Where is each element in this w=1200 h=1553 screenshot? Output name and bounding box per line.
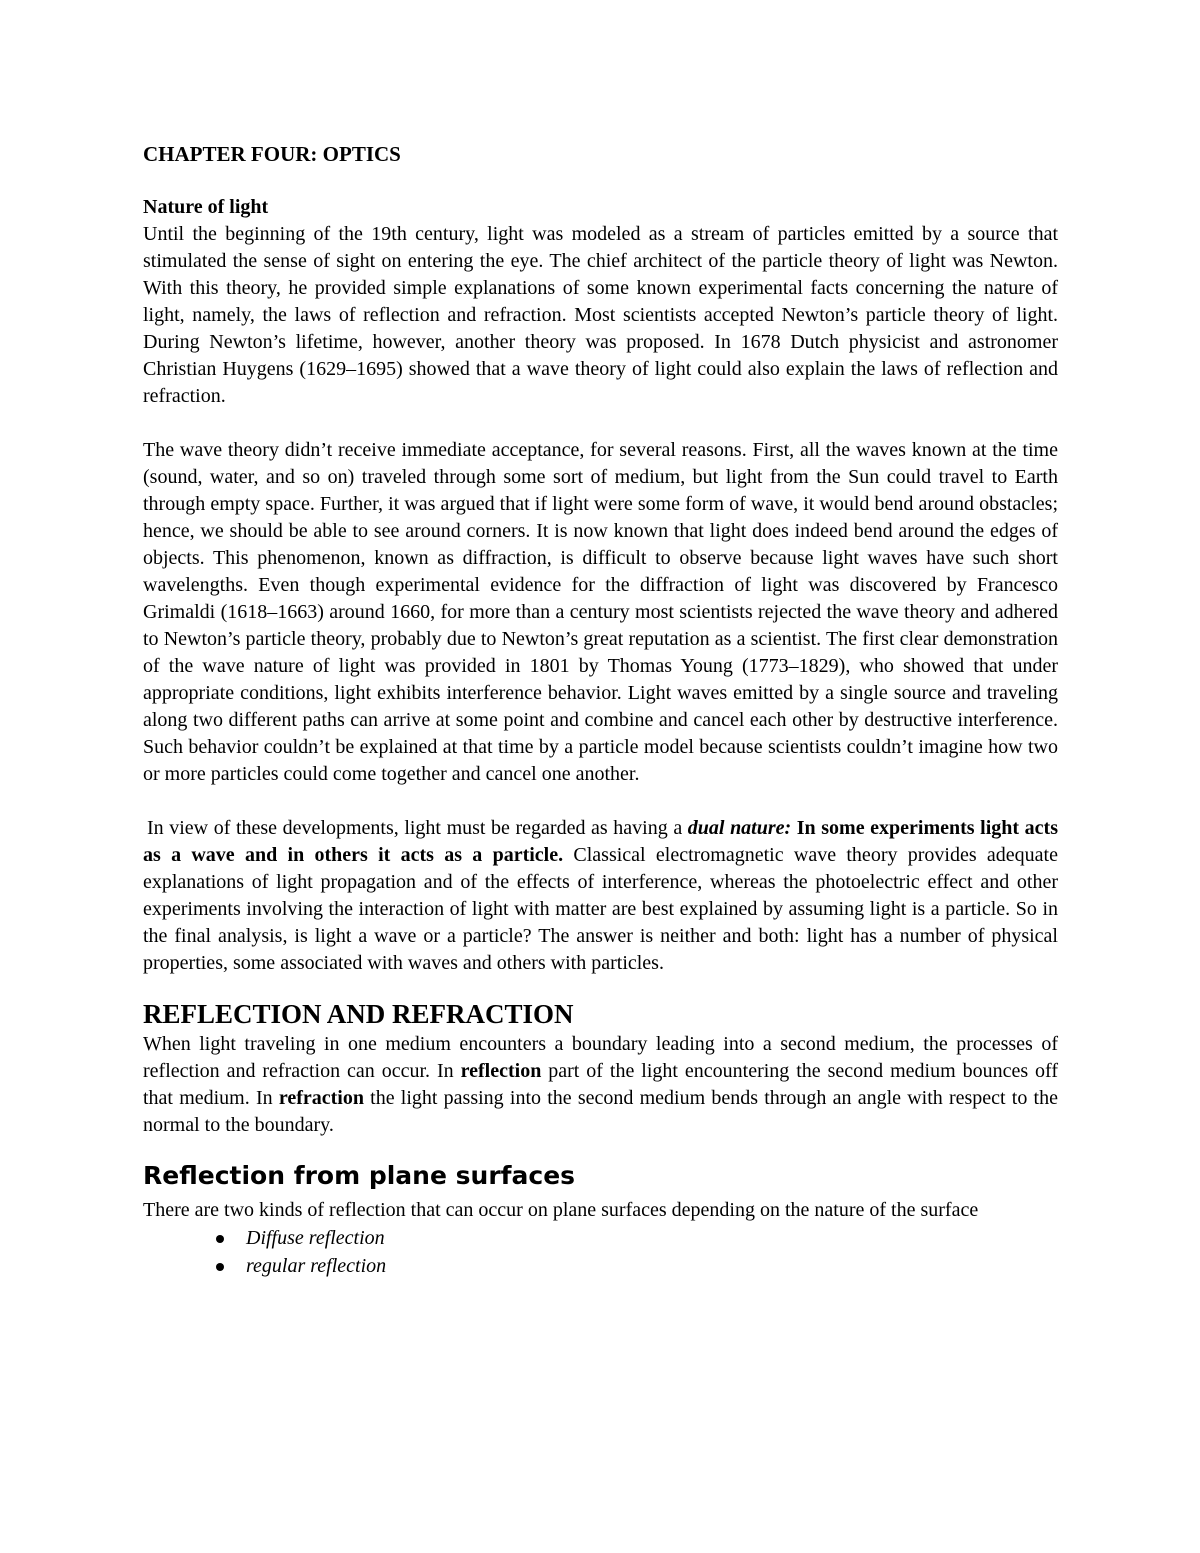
list-item xyxy=(216,1252,1058,1280)
list-item xyxy=(216,1224,1058,1252)
paragraph-gap xyxy=(143,410,1058,437)
plane-surfaces-heading: Reflection from plane surfaces xyxy=(143,1161,576,1190)
rr-text-c: part of the light encountering the second medium bounces off that medium. In xyxy=(143,1060,1059,1109)
dual-nature-term: dual nature: xyxy=(687,817,792,839)
refraction-term: refraction xyxy=(278,1087,364,1109)
reflection-refraction-heading: REFLECTION AND REFRACTION xyxy=(143,999,574,1029)
paragraph-wave-theory: The wave theory didn’t receive immediate acceptance, for several reasons. First, all the waves known at the time (sound, water, and so on) traveled through some sort of medium, but light from the Sun could travel to Earth through empty space. Further, it was argued that if light were some form of wave, it would bend around obstacles; hence, we should be able to see around corners. It is now known that light does indeed bend around the edges of objects. This phenomenon, known as diffraction, is difficult to observe because light waves have such short wavelengths. Even though experimental evidence for the diffraction of light was discovered by Francesco Grimaldi (1618–1663) around 1660, for more than a century most scientists rejected the wave theory and adhered to Newton’s particle theory, probably due to Newton’s great reputation as a scientist. The first clear demonstration of the wave nature of light was provided in 1801 by Thomas Young (1773–1829), who showed that under appropriate conditions, light exhibits interference behavior. Light waves emitted by a single source and traveling along two different paths can arrive at some point and combine and cancel each other by destructive interference. Such behavior couldn’t be explained at that time by a particle model because scientists couldn’t imagine how two or more particles could come together and cancel one another. xyxy=(143,439,1058,785)
paragraph-plane-surfaces: There are two kinds of reflection that can occur on plane surfaces depending on the nature of the surface xyxy=(143,1199,979,1221)
dual-nature-text-a: In view of these developments, light must be regarded as having a xyxy=(147,817,688,839)
bullet-icon xyxy=(216,1263,224,1271)
nature-of-light-heading: Nature of light xyxy=(143,196,269,218)
reflection-term: reflection xyxy=(460,1060,542,1082)
list-item-text: regular reflection xyxy=(246,1255,387,1277)
paragraph-gap xyxy=(143,788,1058,815)
rr-text-a: When light traveling in one medium encounters a boundary leading into a second medium, the processes of reflection and refraction can occur. In xyxy=(143,1033,1058,1082)
dual-nature-text-d: Classical electromagnetic wave theory provides adequate explanations of light propagation and of the effects of interference, whereas the photoelectric effect and other experiments involving the interaction of light with matter are best explained by assuming light is a particle. So in the final analysis, is light a wave or a particle? The answer is neither and both: light has a number of physical properties, some associated with waves and others with particles. xyxy=(143,844,1058,974)
chapter-title: CHAPTER FOUR: OPTICS xyxy=(143,142,401,166)
document-page xyxy=(143,138,1058,1280)
rr-text-e: the light passing into the second medium bends through an angle with respect to the normal to the boundary. xyxy=(143,1087,1058,1136)
paragraph-particle-theory: Until the beginning of the 19th century, light was modeled as a stream of particles emitted by a source that stimulated the sense of sight on entering the eye. The chief architect of the particle theory of light was Newton. With this theory, he provided simple explanations of some known experimental facts concerning the nature of light, namely, the laws of reflection and refraction. Most scientists accepted Newton’s particle theory of light. During Newton’s lifetime, however, another theory was proposed. In 1678 Dutch physicist and astronomer Christian Huygens (1629–1695) showed that a wave theory of light could also explain the laws of reflection and refraction. xyxy=(143,223,1058,407)
bullet-icon xyxy=(216,1235,224,1243)
list-item-text: Diffuse reflection xyxy=(246,1227,385,1249)
paragraph-reflection-refraction xyxy=(143,1031,1058,1139)
dual-nature-statement: In some experiments light acts as a wave and in others it acts as a particle. xyxy=(143,817,1058,866)
reflection-kinds-list xyxy=(143,1224,1058,1280)
paragraph-dual-nature xyxy=(143,815,1058,977)
